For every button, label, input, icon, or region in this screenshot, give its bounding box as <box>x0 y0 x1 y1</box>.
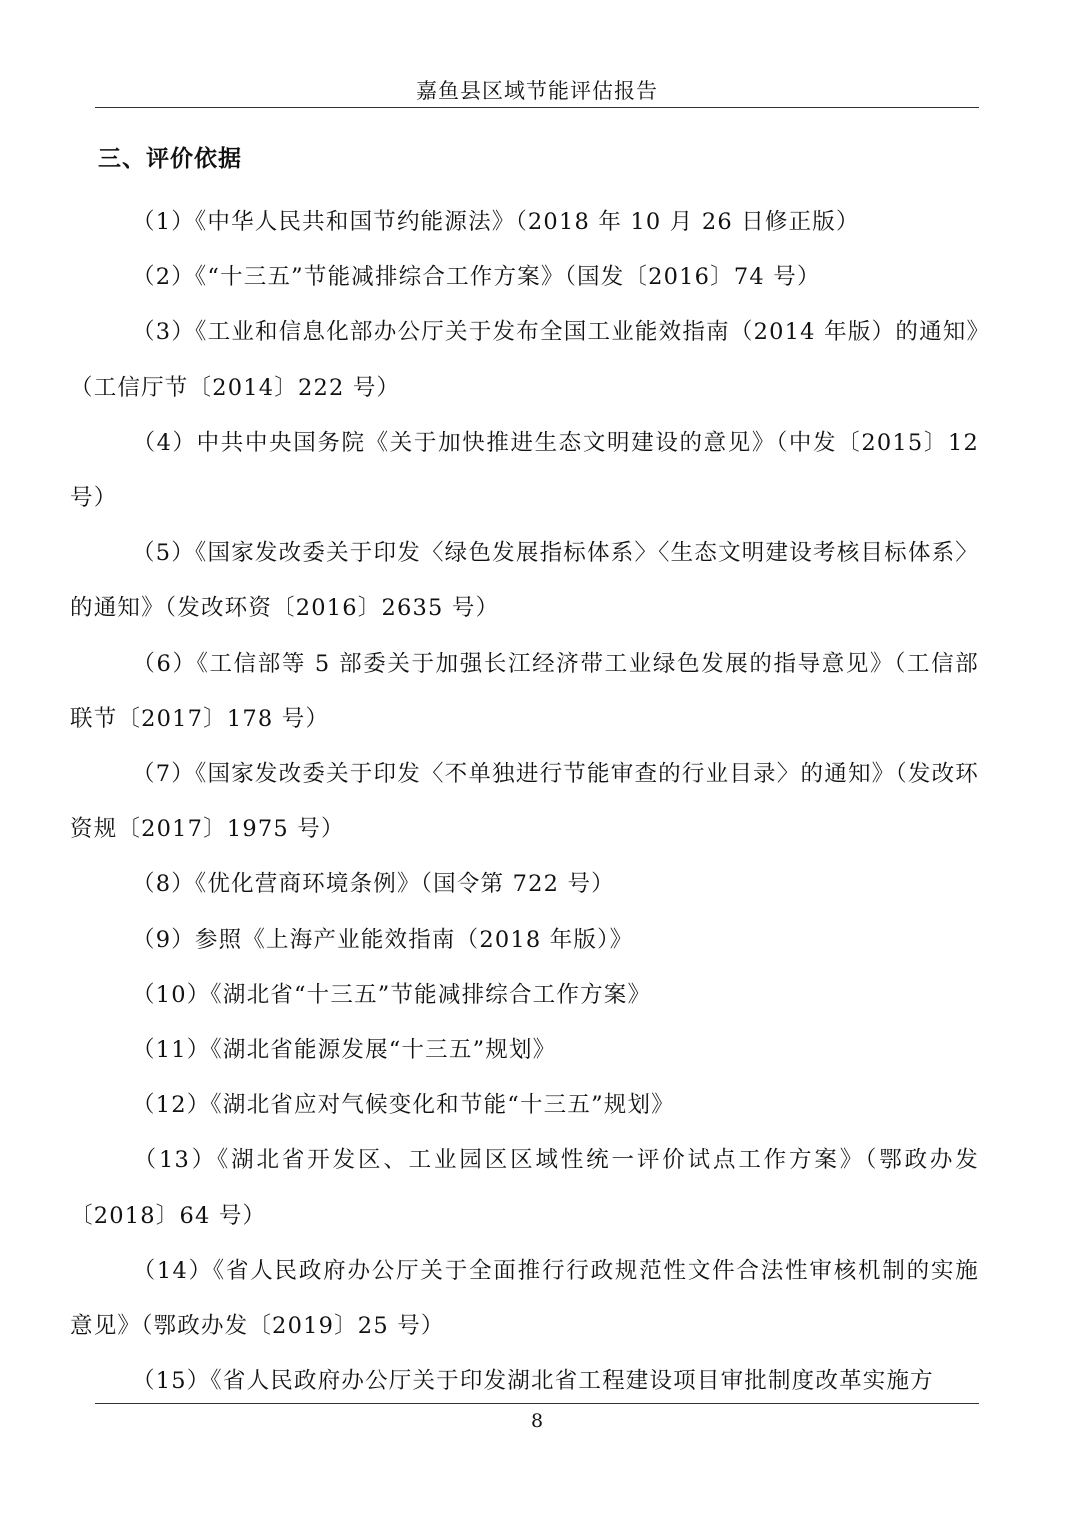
list-item <box>70 968 979 1023</box>
list-item <box>70 637 979 747</box>
list-item-text: （12）《湖北省应对气候变化和节能“十三五”规划》 <box>132 1092 675 1119</box>
list-item-text: （11）《湖北省能源发展“十三五”规划》 <box>132 1037 557 1064</box>
list-item <box>70 416 979 526</box>
list-item-text: （13）《湖北省开发区、工业园区区域性统一评价试点工作方案》（鄂政办发〔2018〕64 号） <box>70 1147 979 1229</box>
list-item <box>70 1133 979 1243</box>
page-number: 8 <box>530 1410 544 1432</box>
list-item-text: （15）《省人民政府办公厅关于印发湖北省工程建设项目审批制度改革实施方 <box>132 1368 934 1395</box>
list-item-text: （4）中共中央国务院《关于加快推进生态文明建设的意见》（中发〔2015〕12 号） <box>70 429 979 512</box>
list-item <box>70 857 979 912</box>
list-item-text: （10）《湖北省“十三五”节能减排综合工作方案》 <box>132 981 652 1008</box>
list-item <box>70 250 979 305</box>
list-item-text: （14）《省人民政府办公厅关于全面推行行政规范性文件合法性审核机制的实施意见》（鄂政办发〔2019〕25 号） <box>70 1257 979 1340</box>
section-title: 三、评价依据 <box>98 145 242 172</box>
list-item <box>70 1354 979 1409</box>
list-item-text: （8）《优化营商环境条例》（国令第 722 号） <box>132 871 615 898</box>
header-divider <box>95 107 979 108</box>
list-item-text: （7）《国家发改委关于印发〈不单独进行节能审查的行业目录〉的通知》（发改环资规〔2017〕1975 号） <box>70 761 979 843</box>
list-item-text: （1）《中华人民共和国节约能源法》（2018 年 10 月 26 日修正版） <box>132 209 860 235</box>
list-item <box>70 1078 979 1133</box>
list-item <box>70 195 979 250</box>
list-item-text: （2）《“十三五”节能减排综合工作方案》（国发〔2016〕74 号） <box>132 264 821 291</box>
list-item <box>70 747 979 857</box>
list-item <box>70 1244 979 1354</box>
list-item <box>70 1023 979 1078</box>
list-item <box>70 526 979 636</box>
list-item-text: （6）《工信部等 5 部委关于加强长江经济带工业绿色发展的指导意见》（工信部联节〔2017〕178 号） <box>70 650 979 732</box>
page-header: 嘉鱼县区域节能评估报告 <box>416 79 658 103</box>
document-body <box>70 195 979 1409</box>
list-item-text: （3）《工业和信息化部办公厅关于发布全国工业能效指南（2014 年版）的通知》（工信厅节〔2014〕222 号） <box>70 319 979 401</box>
footer-divider <box>95 1403 979 1404</box>
list-item-text: （9）参照《上海产业能效指南（2018 年版）》 <box>132 926 634 953</box>
list-item <box>70 913 979 968</box>
list-item-text: （5）《国家发改委关于印发〈绿色发展指标体系〉〈生态文明建设考核目标体系〉的通知》（发改环资〔2016〕2635 号） <box>70 540 979 622</box>
list-item <box>70 305 979 415</box>
